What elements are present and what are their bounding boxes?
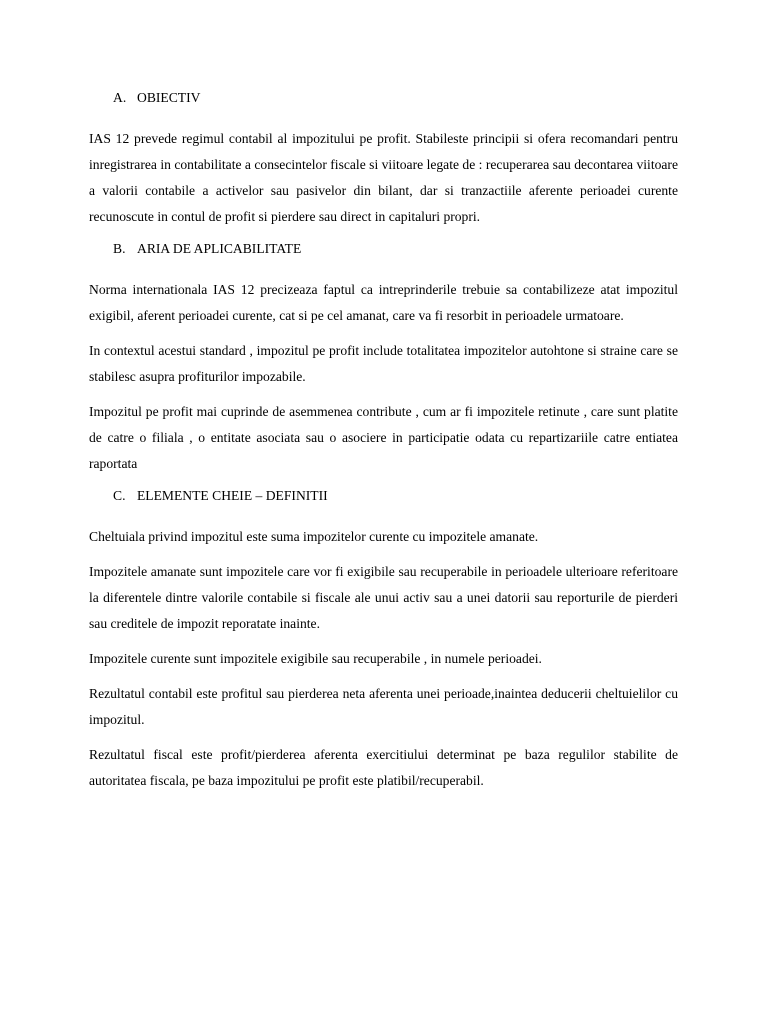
section-letter: A. [113,90,127,105]
section-title: OBIECTIV [137,90,201,105]
paragraph: Cheltuiala privind impozitul este suma impozitelor curente cu impozitele amanate. [89,529,539,544]
paragraph: Impozitele amanate sunt impozitele care vor fi exigibile sau recuperabile in perioadele ulterioare referitoare la diferentele dintre valorile contabile si fiscale ale unui activ sau a unei datorii sau reporturile de pierderi sau creditele de impozit reporatate inainte. [89,564,678,631]
paragraph: In contextul acestui standard , impozitul pe profit include totalitatea impozitelor autohtone si straine care se stabilesc asupra profiturilor impozabile. [89,343,678,384]
paragraph: IAS 12 prevede regimul contabil al impozitului pe profit. Stabileste principii si ofera recomandari pentru inregistrarea in contabilitate a consecintelor fiscale si viitoare legate de : recuperarea sau decontarea viitoare a valorii contabile a activelor sau pasivelor din bilant, dar si tranzactiile aferente perioadei curente recunoscute in contul de profit si pierdere sau direct in capitaluri propri. [89,131,678,224]
section-heading-aria-de-aplicabilitate [89,239,678,259]
section-heading-objectiv [89,88,678,108]
paragraph: Impozitul pe profit mai cuprinde de asemmenea contribute , cum ar fi impozitele retinute , care sunt platite de catre o filiala , o entitate asociata sau o asociere in participatie odata cu repartizariile catre entiatea raportata [89,404,678,471]
paragraph: Impozitele curente sunt impozitele exigibile sau recuperabile , in numele perioadei. [89,651,542,666]
section-title: ARIA DE APLICABILITATE [137,241,302,256]
section-heading-elemente-cheie [89,486,678,506]
section-letter: B. [113,241,126,256]
section-title: ELEMENTE CHEIE – DEFINITII [137,488,328,503]
section-letter: C. [113,488,126,503]
paragraph: Rezultatul fiscal este profit/pierderea aferenta exercitiului determinat pe baza regulilor stabilite de autoritatea fiscala, pe baza impozitului pe profit este platibil/recuperabil. [89,747,678,788]
document-page [89,88,678,803]
paragraph: Norma internationala IAS 12 precizeaza faptul ca intreprinderile trebuie sa contabilizeze atat impozitul exigibil, aferent perioadei curente, cat si pe cel amanat, care va fi resorbit in perioadele urmatoare. [89,282,678,323]
paragraph: Rezultatul contabil este profitul sau pierderea neta aferenta unei perioade,inaintea deducerii cheltuielilor cu impozitul. [89,686,678,727]
